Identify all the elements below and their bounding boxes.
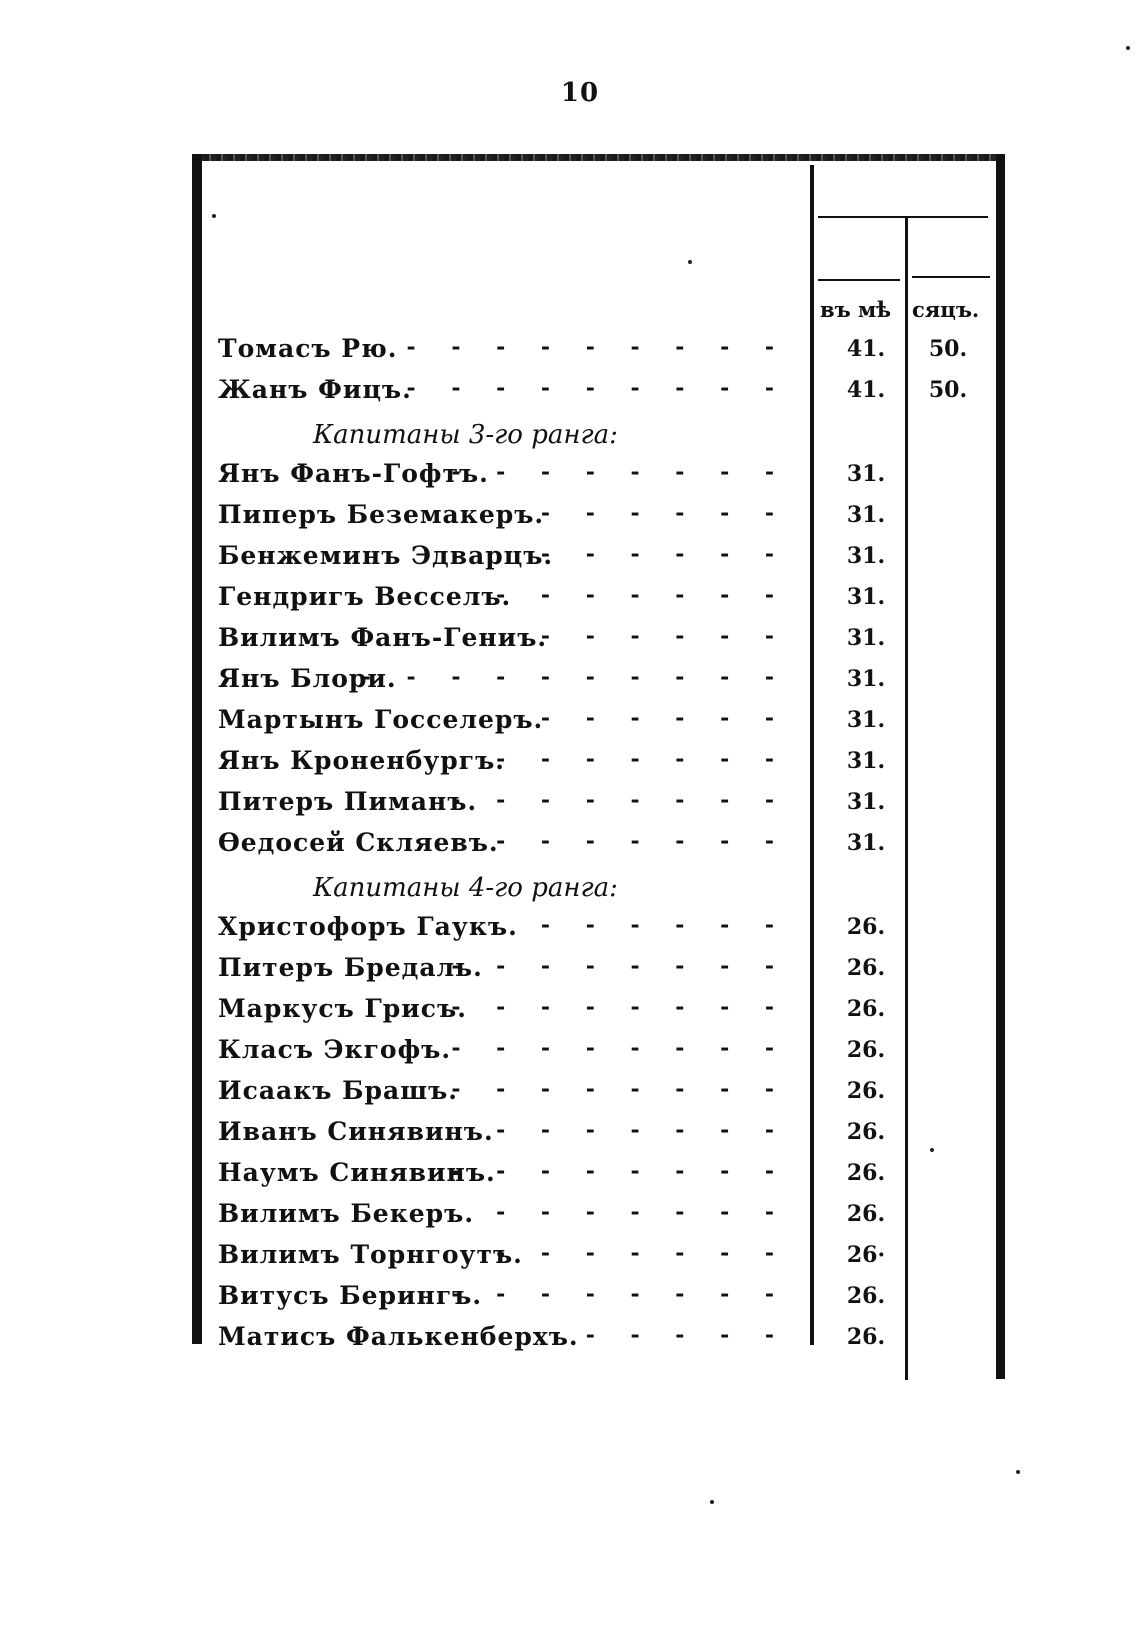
months-value: 26. xyxy=(846,1078,886,1104)
months-value: 31. xyxy=(846,584,886,610)
section-title: Капитаны 4-го ранга: xyxy=(313,873,618,903)
table-row xyxy=(218,746,988,787)
months-value: 26· xyxy=(846,1242,886,1268)
leader-dots: - - - - - - - xyxy=(496,1199,788,1225)
officer-name: Питеръ Бредаль. xyxy=(218,953,483,982)
leader-dots: - - - - - - xyxy=(540,912,788,938)
table-row xyxy=(218,334,988,375)
table-frame-left xyxy=(192,154,202,1344)
table-row xyxy=(218,375,988,416)
months-value: 31. xyxy=(846,707,886,733)
leader-dots: - - - - - - - - xyxy=(451,1035,788,1061)
table-row xyxy=(218,582,988,623)
officer-name: Пиперъ Беземакеръ. xyxy=(218,500,545,529)
officer-name: Вилимъ Бекеръ. xyxy=(218,1199,475,1228)
leader-dots: - - - - - - - - - xyxy=(406,375,788,401)
months-value: 26. xyxy=(846,1201,886,1227)
leader-dots: - - - - - - - - xyxy=(451,1281,788,1307)
table-row xyxy=(218,1240,988,1281)
scan-speck xyxy=(710,1500,714,1504)
leader-dots: - - - - - - - xyxy=(496,746,788,772)
table-frame-top xyxy=(192,154,1004,161)
months-value: 31. xyxy=(846,502,886,528)
months-value: 26. xyxy=(846,914,886,940)
officer-name: Вилимъ Фанъ-Гениъ. xyxy=(218,623,548,652)
extra-value: 50. xyxy=(928,336,968,362)
section-heading-rank-3 xyxy=(218,416,988,459)
officer-name: Янъ Кроненбургъ. xyxy=(218,746,505,775)
leader-dots: - - - - - - xyxy=(540,541,788,567)
table-row xyxy=(218,953,988,994)
scan-speck xyxy=(930,1148,934,1152)
officer-list xyxy=(218,334,988,1363)
officer-name: Янъ Фанъ-Гофтъ. xyxy=(218,459,489,488)
table-row xyxy=(218,1035,988,1076)
months-value: 26. xyxy=(846,1037,886,1063)
column-header-months-b: сяцъ. xyxy=(912,297,980,322)
scan-speck xyxy=(212,214,216,218)
officer-name: Наумъ Синявинъ. xyxy=(218,1158,496,1187)
officer-name: Питеръ Пиманъ. xyxy=(218,787,478,816)
section-title: Капитаны 3-го ранга: xyxy=(313,420,618,450)
leader-dots: - - - - - - - xyxy=(496,582,788,608)
leader-dots: - - - - - - xyxy=(540,623,788,649)
leader-dots: - - - - - - - - xyxy=(451,1158,788,1184)
leader-dots: - - - - - - - xyxy=(496,1240,788,1266)
table-row xyxy=(218,500,988,541)
months-value: 26. xyxy=(846,1160,886,1186)
officer-name: Маркусъ Грисъ. xyxy=(218,994,467,1023)
leader-dots: - - - - - - xyxy=(540,705,788,731)
months-value: 26. xyxy=(846,1324,886,1350)
table-frame-right xyxy=(996,154,1005,1379)
leader-dots: - - - - - - - xyxy=(496,1117,788,1143)
table-row xyxy=(218,1281,988,1322)
officer-name: Томасъ Рю. xyxy=(218,334,398,363)
table-row xyxy=(218,541,988,582)
months-value: 31. xyxy=(846,830,886,856)
leader-dots: - - - - - - - - - xyxy=(406,334,788,360)
section-heading-rank-4 xyxy=(218,869,988,912)
scan-speck xyxy=(1126,46,1130,50)
page-number: 10 xyxy=(560,78,600,108)
leader-dots: - - - - - - xyxy=(540,500,788,526)
leader-dots: - - - - - xyxy=(585,1322,788,1348)
officer-name: Бенжеминъ Эдварцъ. xyxy=(218,541,554,570)
table-row xyxy=(218,459,988,500)
months-value: 26. xyxy=(846,1119,886,1145)
leader-dots: - - - - - - - - xyxy=(451,787,788,813)
table-row xyxy=(218,1158,988,1199)
months-value: 31. xyxy=(846,543,886,569)
leader-dots: - - - - - - - - - - xyxy=(361,664,788,690)
table-row xyxy=(218,912,988,953)
column-header-months-a: въ мѣ xyxy=(820,297,892,322)
officer-name: Иванъ Синявинъ. xyxy=(218,1117,494,1146)
leader-dots: - - - - - - - - xyxy=(451,459,788,485)
officer-name: Христофоръ Гаукъ. xyxy=(218,912,518,941)
table-row xyxy=(218,1199,988,1240)
months-value: 31. xyxy=(846,789,886,815)
header-rule xyxy=(912,276,990,278)
table-row xyxy=(218,1117,988,1158)
header-rule xyxy=(818,279,900,281)
extra-value: 50. xyxy=(928,377,968,403)
table-row xyxy=(218,828,988,869)
months-value: 41. xyxy=(846,336,886,362)
officer-name: Өедосей Скляевъ. xyxy=(218,828,499,857)
officer-name: Мартынъ Госселеръ. xyxy=(218,705,544,734)
months-value: 26. xyxy=(846,996,886,1022)
officer-name: Витусъ Берингъ. xyxy=(218,1281,483,1310)
table-row xyxy=(218,994,988,1035)
months-value: 41. xyxy=(846,377,886,403)
officer-name: Вилимъ Торнгоутъ. xyxy=(218,1240,523,1269)
leader-dots: - - - - - - - xyxy=(496,828,788,854)
months-value: 31. xyxy=(846,748,886,774)
table-row xyxy=(218,664,988,705)
officer-name: Жанъ Фицъ. xyxy=(218,375,412,404)
officer-name: Класъ Экгофъ. xyxy=(218,1035,452,1064)
months-value: 26. xyxy=(846,955,886,981)
months-value: 31. xyxy=(846,461,886,487)
months-value: 31. xyxy=(846,625,886,651)
header-rule xyxy=(818,216,988,218)
officer-name: Гендригъ Весселъ. xyxy=(218,582,512,611)
leader-dots: - - - - - - - - xyxy=(451,1076,788,1102)
table-row xyxy=(218,787,988,828)
scan-speck xyxy=(688,260,692,264)
officer-name: Матисъ Фалькенберхъ. xyxy=(218,1322,579,1351)
months-value: 31. xyxy=(846,666,886,692)
leader-dots: - - - - - - - - xyxy=(451,994,788,1020)
officer-name: Янъ Блори. xyxy=(218,664,397,693)
table-row xyxy=(218,705,988,746)
leader-dots: - - - - - - - - xyxy=(451,953,788,979)
officer-name: Исаакъ Брашъ. xyxy=(218,1076,458,1105)
scan-speck xyxy=(1016,1470,1020,1474)
table-row xyxy=(218,1076,988,1117)
table-row xyxy=(218,1322,988,1363)
table-row xyxy=(218,623,988,664)
months-value: 26. xyxy=(846,1283,886,1309)
